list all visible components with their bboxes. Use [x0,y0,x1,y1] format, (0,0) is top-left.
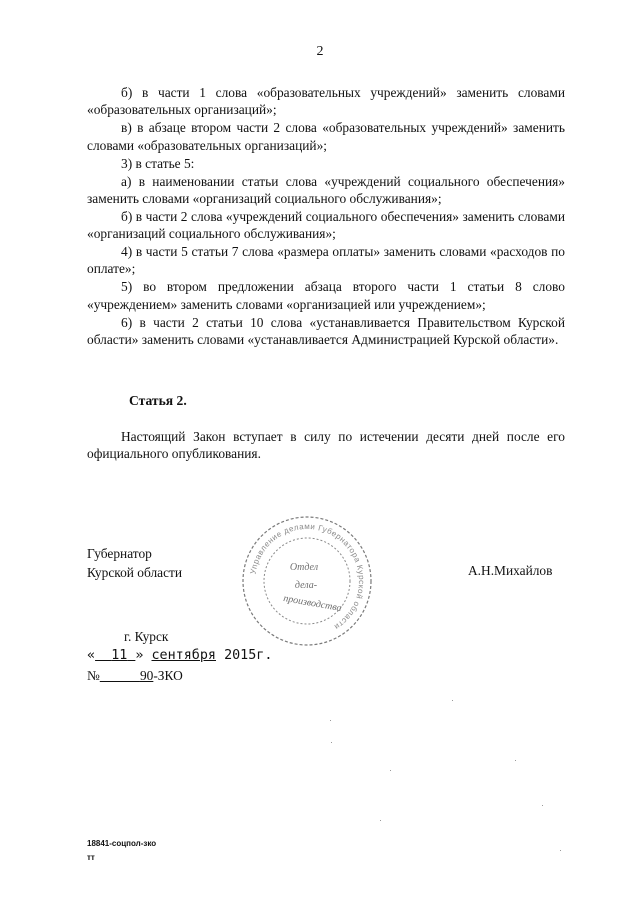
governor-title [87,544,182,582]
law-number-value: 90 [139,668,154,683]
scan-speck [452,700,453,701]
amendment-paragraph: б) в части 2 слова «учреждений социального обеспечения» заменить словами «организаций социального обслуживания»; [87,208,565,242]
footer-initials: тт [87,853,95,862]
amendment-paragraph: а) в наименовании статьи слова «учреждений социального обеспечения» заменить словами «организаций социального обслуживания»; [87,173,565,206]
official-stamp [238,512,376,650]
scan-speck [330,720,331,721]
page-number: 2 [316,44,324,59]
amendment-paragraph: 4) в части 5 статьи 7 слова «размера оплаты» заменить словами «расходов по оплате»; [87,244,565,277]
scan-speck [390,770,391,771]
governor-name: А.Н.Михайлов [468,563,553,578]
scan-speck [560,850,561,851]
amendment-paragraph: 3) в статье 5: [121,155,195,171]
effective-date-paragraph: Настоящий Закон вступает в силу по истечении десяти дней после его официального опубликования. [87,429,565,462]
law-number [87,668,183,684]
date-open-quote: « [87,648,96,663]
signing-date [87,648,272,663]
amendment-paragraph: 5) во втором предложении абзаца второго части 1 статьи 8 слово «учреждением» заменить словами «организацией или учреждением»; [87,279,565,312]
stamp-ring-text: Управление делами Губернатора Курской области [248,521,367,632]
scan-speck [515,760,516,761]
scan-speck [331,742,332,743]
law-number-suffix: -ЗКО [153,668,183,683]
date-day: 11 [111,648,128,663]
stamp-center-line2: дела- [294,580,318,591]
amendment-paragraph: б) в части 1 слова «образовательных учреждений» заменить словами «образовательных организаций»; [87,85,565,118]
amendments-list [87,84,565,349]
stamp-center-line1: Отдел [289,562,319,573]
article-heading: Статья 2. [129,393,187,408]
governor-title-line1: Губернатор [87,546,152,561]
scan-speck [380,820,381,821]
signing-place: г. Курск [124,629,169,644]
date-year: 2015г. [224,648,273,663]
footer-document-code: 18841-соцпол-зко [87,839,157,848]
stamp-center-line3: производства [282,593,343,615]
scan-speck [542,805,543,806]
law-number-prefix: № [87,668,100,683]
amendment-paragraph: в) в абзаце втором части 2 слова «образовательных учреждений» заменить словами «образовательных организаций»; [87,120,565,153]
date-close-quote: » [135,648,144,663]
date-month: сентября [151,648,216,663]
governor-title-line2: Курской области [87,565,183,580]
amendment-paragraph: 6) в части 2 статьи 10 слова «устанавливается Правительством Курской области» заменить словами «устанавливается Администрацией Курской области». [87,314,565,347]
